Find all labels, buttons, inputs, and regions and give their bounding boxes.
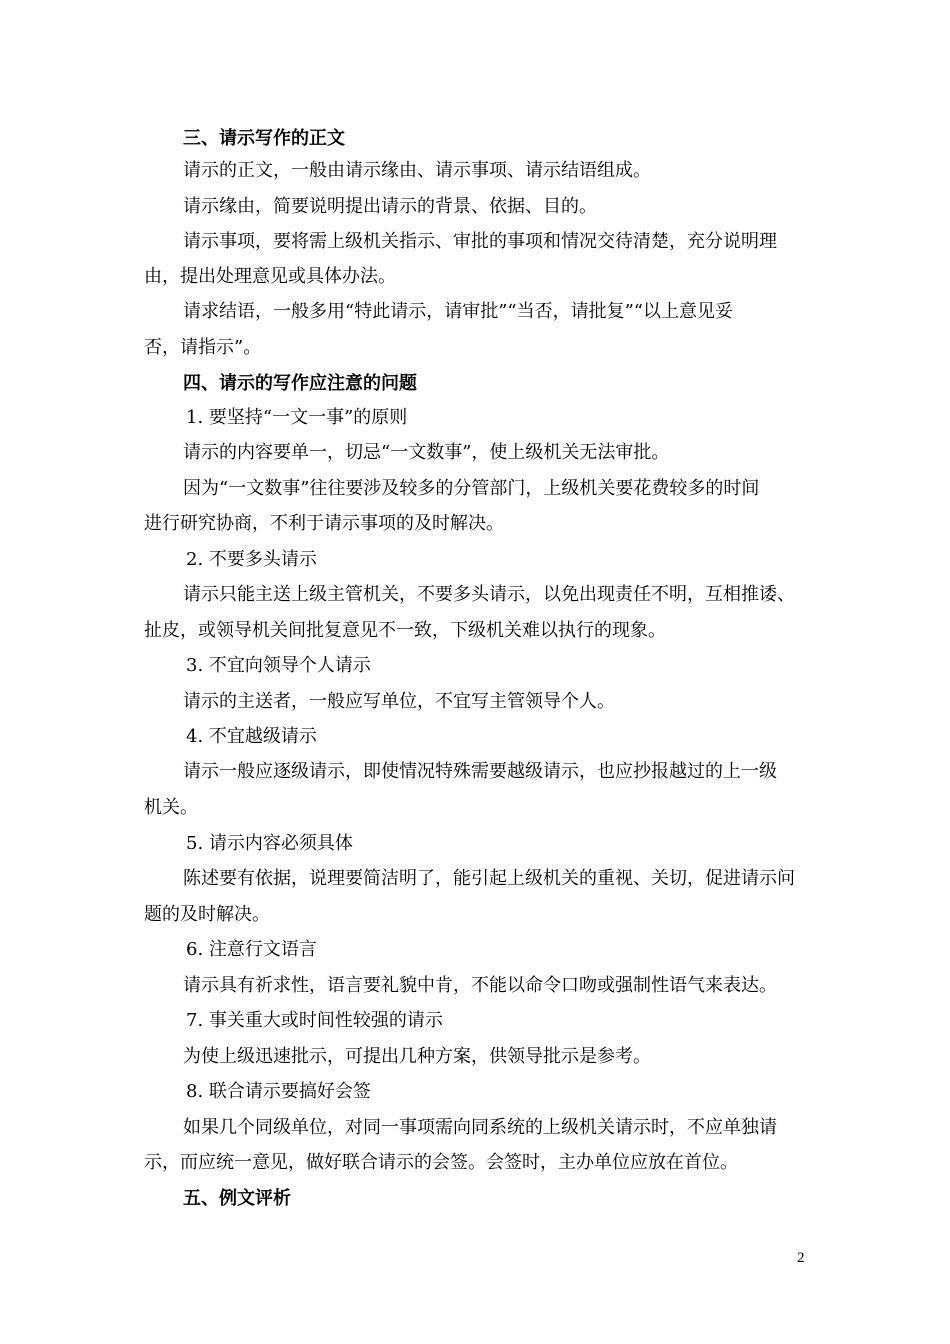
paragraph: 陈述要有依据，说理要简洁明了，能引起上级机关的重视、关切，促进请示问: [183, 868, 795, 889]
item-title: 7. 事关重大或时间性较强的请示: [186, 1010, 443, 1031]
paragraph: 为使上级迅速批示，可提出几种方案，供领导批示是参考。: [183, 1046, 651, 1067]
paragraph: 请示一般应逐级请示，即使情况特殊需要越级请示，也应抄报越过的上一级: [183, 761, 777, 782]
paragraph: 请求结语，一般多用“特此请示，请审批”“当否，请批复”“以上意见妥: [183, 301, 734, 322]
item-title: 5. 请示内容必须具体: [186, 833, 353, 854]
section-heading: 三、请示写作的正文: [183, 128, 345, 149]
paragraph-continuation: 机关。: [144, 797, 198, 818]
paragraph-continuation: 扯皮，或领导机关间批复意见不一致，下级机关难以执行的现象。: [144, 620, 666, 641]
paragraph-continuation: 否，请指示”。: [144, 337, 262, 358]
paragraph: 请示事项，要将需上级机关指示、审批的事项和情况交待清楚，充分说明理: [183, 231, 777, 252]
paragraph-continuation: 题的及时解决。: [144, 904, 270, 925]
item-title: 1. 要坚持“一文一事”的原则: [186, 407, 408, 428]
section-heading: 四、请示的写作应注意的问题: [183, 373, 417, 394]
paragraph: 请示的内容要单一，切忌“一文数事”，使上级机关无法审批。: [183, 442, 670, 463]
section-heading: 五、例文评析: [183, 1188, 291, 1209]
paragraph-continuation: 由，提出处理意见或具体办法。: [144, 266, 396, 287]
item-title: 2. 不要多头请示: [186, 549, 317, 570]
paragraph-continuation: 示，而应统一意见，做好联合请示的会签。会签时，主办单位应放在首位。: [144, 1152, 738, 1173]
paragraph: 如果几个同级单位，对同一事项需向同系统的上级机关请示时，不应单独请: [183, 1117, 777, 1138]
paragraph: 请示的正文，一般由请示缘由、请示事项、请示结语组成。: [183, 160, 651, 181]
paragraph: 请示只能主送上级主管机关，不要多头请示，以免出现责任不明，互相推诿、: [183, 584, 795, 605]
paragraph: 请示缘由，简要说明提出请示的背景、依据、目的。: [183, 196, 597, 217]
paragraph: 请示的主送者，一般应写单位，不宜写主管领导个人。: [183, 691, 615, 712]
item-title: 8. 联合请示要搞好会签: [186, 1081, 371, 1102]
item-title: 4. 不宜越级请示: [186, 726, 317, 747]
paragraph: 请示具有祈求性，语言要礼貌中肯，不能以命令口吻或强制性语气来表达。: [183, 975, 777, 996]
paragraph-continuation: 进行研究协商，不利于请示事项的及时解决。: [144, 513, 504, 534]
page-number: 2: [797, 1250, 805, 1266]
item-title: 3. 不宜向领导个人请示: [186, 655, 371, 676]
item-title: 6. 注意行文语言: [186, 939, 317, 960]
paragraph: 因为“一文数事”往往要涉及较多的分管部门，上级机关要花费较多的时间: [183, 478, 760, 499]
